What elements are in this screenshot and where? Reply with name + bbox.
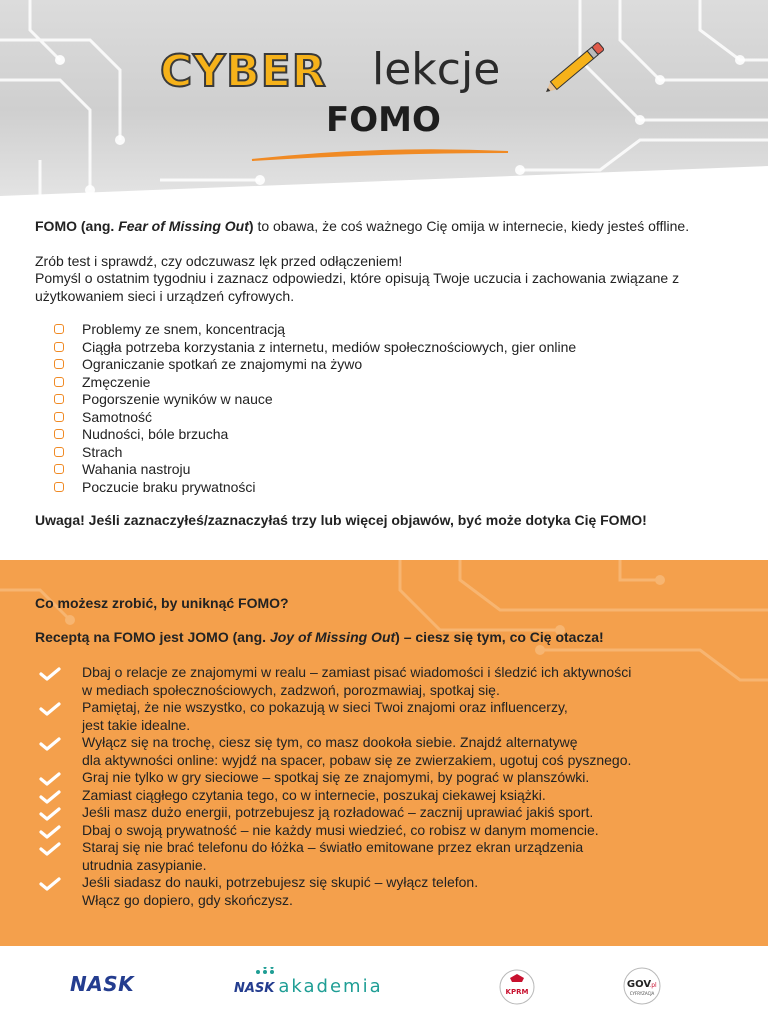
list-item	[35, 822, 745, 840]
orange-swoosh	[250, 144, 510, 164]
list-item	[35, 409, 745, 427]
warning-text: Uwaga! Jeśli zaznaczyłeś/zaznaczyłaś trzy lub więcej objawów, być może dotyka Cię FOMO!	[35, 512, 647, 528]
page-title: FOMO	[326, 100, 441, 140]
nask-logo[interactable]: NASK	[70, 972, 135, 996]
kprm-logo[interactable]	[498, 968, 536, 1006]
tip-text: utrudnia zasypianie.	[82, 856, 207, 873]
list-item	[35, 699, 745, 734]
checkbox[interactable]	[54, 447, 64, 457]
tip-text: Dbaj o relacje ze znajomymi w realu – zamiast pisać wiadomości i śledzić ich aktywności	[82, 664, 632, 680]
tips-list	[35, 664, 745, 909]
list-item	[35, 734, 745, 769]
checkbox[interactable]	[54, 377, 64, 387]
symptom-checklist	[35, 321, 745, 496]
symptom-label: Wahania nastroju	[82, 461, 191, 477]
jomo-section	[0, 560, 768, 946]
tip-text: Wyłącz się na trochę, ciesz się tym, co masz dookoła siebie. Znajdź alternatywę	[82, 734, 578, 750]
checkbox[interactable]	[54, 394, 64, 404]
symptom-label: Poczucie braku prywatności	[82, 478, 256, 495]
list-item	[35, 444, 745, 462]
cyfryzacja-text: CYFRYZACJA	[629, 991, 655, 996]
list-item	[35, 356, 745, 374]
symptom-label: Problemy ze snem, koncentracją	[82, 321, 286, 337]
list-item	[35, 769, 745, 787]
list-item	[35, 461, 745, 479]
checkmark-icon	[39, 737, 61, 751]
checkmark-icon	[39, 877, 61, 891]
tip-text: Jeśli masz dużo energii, potrzebujesz ją rozładować – zacznij uprawiać jakiś sport.	[82, 804, 594, 820]
logo-lekcje-text: lekcje	[372, 44, 501, 95]
logo-cyber-text: CYBER	[160, 46, 327, 97]
fomo-definition	[35, 218, 745, 236]
symptom-label: Pogorszenie wyników w nauce	[82, 391, 273, 407]
list-item	[35, 787, 745, 805]
list-item	[35, 839, 745, 874]
tip-text: dla aktywności online: wyjdź na spacer, pobaw się ze zwierzakiem, ugotuj coś pysznego.	[82, 751, 632, 768]
checkmark-icon	[39, 702, 61, 716]
gov-pl-text: .pl	[649, 982, 657, 989]
list-item	[35, 374, 745, 392]
gov-cyfryzacja-logo[interactable]	[622, 966, 662, 1006]
instruction-line-2: Pomyśl o ostatnim tygodniu i zaznacz odpowiedzi, które opisują Twoje uczucia i zachowania związane z użytkowaniem sieci i urządzeń cyfrowych.	[35, 270, 680, 304]
tip-text: jest takie idealne.	[82, 716, 191, 733]
jomo-sub-start: Receptą na FOMO jest JOMO (ang.	[35, 628, 270, 645]
pencil-icon	[538, 30, 608, 100]
jomo-heading: Co możesz zrobić, by uniknąć FOMO?	[35, 595, 289, 611]
tip-text: Zamiast ciągłego czytania tego, co w internecie, poszukaj ciekawej książki.	[82, 786, 546, 803]
intro-section	[35, 218, 745, 530]
tip-text: Pamiętaj, że nie wszystko, co pokazują w sieci Twoi znajomi oraz influencerzy,	[82, 699, 568, 715]
list-item	[35, 664, 745, 699]
checkbox[interactable]	[54, 359, 64, 369]
dots-icon	[254, 967, 280, 977]
list-item	[35, 391, 745, 409]
list-item	[35, 426, 745, 444]
definition-text: to obawa, że coś ważnego Cię omija w internecie, kiedy jesteś offline.	[253, 218, 690, 234]
checkmark-icon	[39, 842, 61, 856]
symptom-label: Strach	[82, 443, 123, 460]
cyber-lekcje-logo	[160, 38, 600, 168]
footer-logos	[0, 946, 768, 1024]
list-item	[35, 804, 745, 822]
checkmark-icon	[39, 667, 61, 681]
tip-text: Jeśli siadasz do nauki, potrzebujesz się skupić – wyłącz telefon.	[82, 874, 479, 890]
checkbox[interactable]	[54, 464, 64, 474]
checkbox[interactable]	[54, 324, 64, 334]
checkbox[interactable]	[54, 482, 64, 492]
checkbox[interactable]	[54, 342, 64, 352]
nask-akademia-logo[interactable]	[234, 976, 383, 997]
list-item	[35, 479, 745, 497]
definition-term: FOMO (ang.	[35, 218, 119, 234]
list-item	[35, 321, 745, 339]
jomo-content	[35, 595, 745, 909]
tip-text: Staraj się nie brać telefonu do łóżka – światło emitowane przez ekran urządzenia	[82, 839, 584, 855]
tip-text: w mediach społecznościowych, zadzwoń, porozmawiaj, spotkaj się.	[82, 681, 500, 698]
checkbox[interactable]	[54, 429, 64, 439]
definition-close: )	[248, 218, 254, 234]
tip-text: Włącz go dopiero, gdy skończysz.	[82, 891, 293, 908]
instruction-line-1: Zrób test i sprawdź, czy odczuwasz lęk przed odłączeniem!	[35, 252, 403, 269]
akademia-text: akademia	[278, 976, 383, 997]
checkbox[interactable]	[54, 412, 64, 422]
header-banner	[0, 0, 768, 200]
checkmark-icon	[39, 772, 61, 786]
tip-text: Dbaj o swoją prywatność – nie każdy musi wiedzieć, co robisz w danym momencie.	[82, 821, 599, 838]
list-item	[35, 874, 745, 909]
jomo-sub-english: Joy of Missing Out	[269, 628, 396, 645]
symptom-label: Zmęczenie	[82, 373, 151, 390]
test-instructions	[35, 253, 745, 306]
akademia-nask-text: NASK	[234, 981, 275, 996]
tip-text: Graj nie tylko w gry sieciowe – spotkaj się ze znajomymi, by pograć w planszówki.	[82, 769, 590, 785]
symptom-label: Nudności, bóle brzucha	[82, 426, 229, 442]
symptom-label: Ograniczanie spotkań ze znajomymi na żywo	[82, 356, 363, 372]
symptom-label: Ciągła potrzeba korzystania z internetu, mediów społecznościowych, gier online	[82, 338, 577, 355]
list-item	[35, 339, 745, 357]
definition-english: Fear of Missing Out	[118, 218, 249, 234]
checkmark-icon	[39, 790, 61, 804]
jomo-sub-end: ) – ciesz się tym, co Cię otacza!	[395, 628, 604, 645]
checkmark-icon	[39, 825, 61, 839]
jomo-subheading	[35, 629, 745, 647]
checkmark-icon	[39, 807, 61, 821]
symptom-label: Samotność	[82, 408, 153, 425]
kprm-text: KPRM	[505, 988, 529, 996]
gov-text: GOV	[626, 979, 652, 990]
